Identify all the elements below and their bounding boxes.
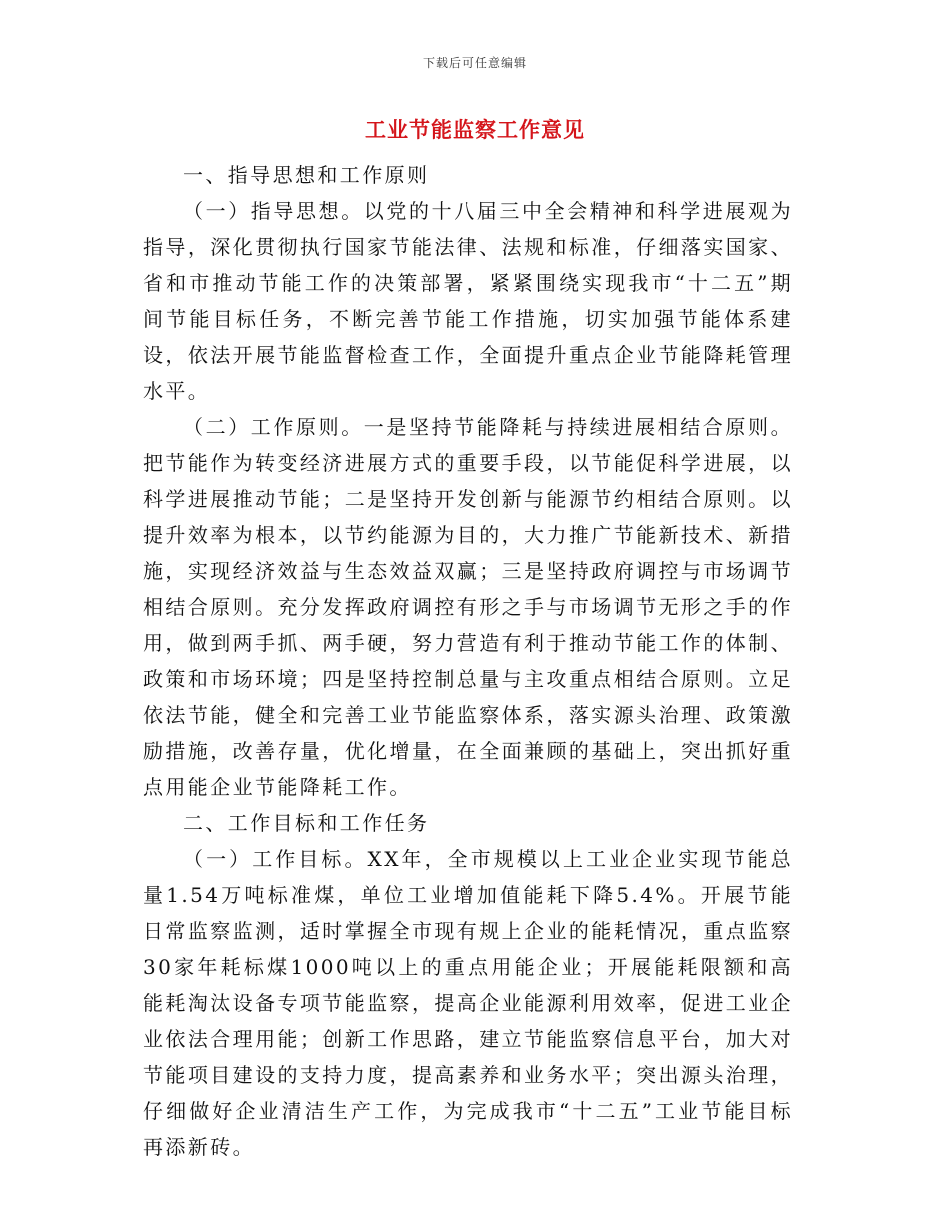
header-note: 下载后可任意编辑 [422,56,527,70]
section-heading-2: 二、工作目标和工作任务 [183,811,430,835]
document-title: 工业节能监察工作意见 [365,117,585,142]
paragraph-work-principles: （二）工作原则。一是坚持节能降耗与持续进展相结合原则。把节能作为转变经济进展方式的重要手段，以节能促科学进展，以科学进展推动节能；二是坚持开发创新与能源节约相结合原则。以提升效率为根本，以节约能源为目的，大力推广节能新技术、新措施，实现经济效益与生态效益双赢；三是坚持政府调控与市场调节相结合原则。充分发挥政府调控有形之手与市场调节无形之手的作用，做到两手抓、两手硬，努力营造有利于推动节能工作的体制、政策和市场环境；四是坚持控制总量与主攻重点相结合原则。立足依法节能，健全和完善工业节能监察体系，落实源头治理、政策激励措施，改善存量，优化增量，在全面兼顾的基础上，突出抓好重点用能企业节能降耗工作。 [143,415,793,799]
document-body [143,157,793,1165]
paragraph-guiding-thought: （一）指导思想。以党的十八届三中全会精神和科学进展观为指导，深化贯彻执行国家节能法律、法规和标准，仔细落实国家、省和市推动节能工作的决策部署，紧紧围绕实现我市“十二五”期间节能目标任务，不断完善节能工作措施，切实加强节能体系建设，依法开展节能监督检查工作，全面提升重点企业节能降耗管理水平。 [143,199,793,403]
section-heading-1: 一、指导思想和工作原则 [183,163,430,187]
paragraph-work-goals: （一）工作目标。XX年，全市规模以上工业企业实现节能总量1.54万吨标准煤，单位工业增加值能耗下降5.4%。开展节能日常监察监测，适时掌握全市现有规上企业的能耗情况，重点监察30家年耗标煤1000吨以上的重点用能企业；开展能耗限额和高能耗淘汰设备专项节能监察，提高企业能源利用效率，促进工业企业依法合理用能；创新工作思路，建立节能监察信息平台，加大对节能项目建设的支持力度，提高素养和业务水平；突出源头治理，仔细做好企业清洁生产工作，为完成我市“十二五”工业节能目标再添新砖。 [143,847,793,1159]
